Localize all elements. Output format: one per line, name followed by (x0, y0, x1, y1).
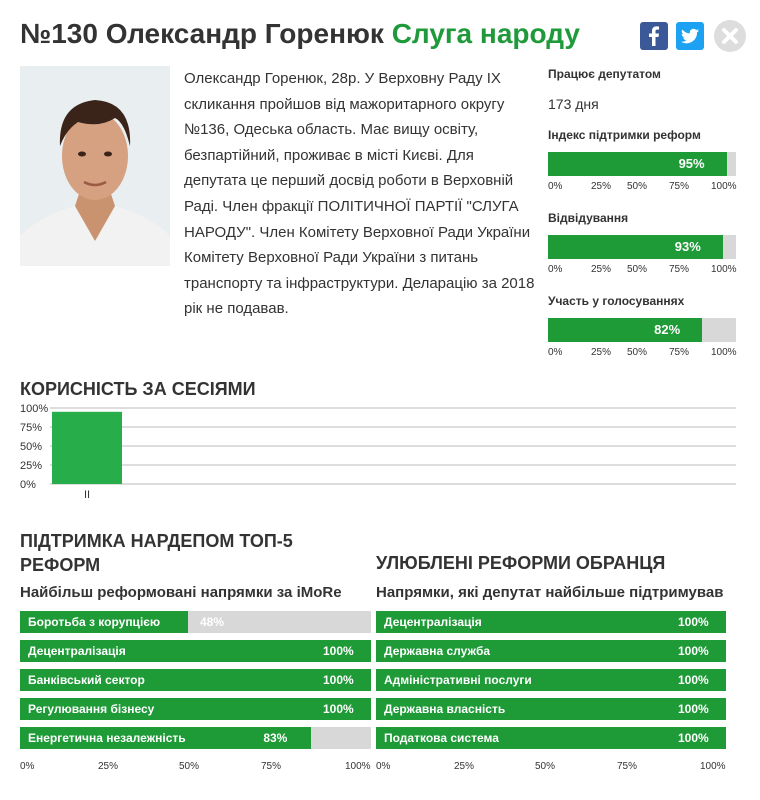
reform-value: 83% (263, 731, 288, 745)
tick-label: 25% (591, 347, 612, 358)
tick-label: 100% (711, 264, 737, 275)
reform-name: Державна служба (384, 644, 491, 658)
top5-title: ПІДТРИМКА НАРДЕПОМ ТОП-5 РЕФОРМ (20, 531, 293, 575)
reform-value: 100% (678, 673, 709, 687)
reform-bar (376, 640, 726, 662)
reform-value: 100% (323, 702, 354, 716)
attendance-bar (548, 235, 736, 259)
close-icon (714, 20, 746, 52)
tick-label: 0% (548, 181, 563, 192)
y-tick-label: 100% (20, 403, 49, 415)
favorite-subtitle: Напрямки, які депутат найбільше підтримував (376, 584, 724, 601)
tick-label: 0% (20, 761, 35, 772)
sessions-title: КОРИСНІСТЬ ЗА СЕСІЯМИ (20, 379, 256, 399)
tick-label: 25% (98, 761, 119, 772)
y-tick-label: 50% (20, 441, 43, 453)
twitter-share-button[interactable] (676, 22, 704, 50)
tick-label: 100% (711, 181, 737, 192)
reform-bar (20, 698, 371, 720)
twitter-icon (676, 22, 704, 50)
voting-label: Участь у голосуваннях (548, 294, 685, 308)
reform-value: 48% (200, 615, 225, 629)
tick-label: 25% (591, 264, 612, 275)
y-tick-label: 0% (20, 479, 36, 491)
facebook-icon (640, 22, 668, 50)
tick-label: 0% (548, 264, 563, 275)
reform-index-value: 95% (678, 156, 705, 171)
tick-label: 50% (627, 181, 648, 192)
reform-bar (376, 611, 726, 633)
favorite-reform-list (376, 611, 726, 791)
tick-label: 100% (711, 347, 737, 358)
tick-label: 75% (669, 264, 690, 275)
reform-value: 100% (678, 731, 709, 745)
tick-label: 100% (700, 761, 726, 772)
voting-fill (548, 318, 702, 342)
tick-label: 100% (345, 761, 371, 772)
sessions-chart (0, 400, 760, 510)
tick-label: 75% (261, 761, 282, 772)
attendance-label: Відвідування (548, 211, 629, 225)
reform-name: Боротьба з корупцією (28, 615, 161, 629)
reform-name: Децентралізація (28, 644, 126, 658)
tick-label: 0% (376, 761, 391, 772)
tick-label: 50% (627, 264, 648, 275)
reform-bar (376, 727, 726, 749)
reform-value: 100% (678, 702, 709, 716)
reform-name: Державна власність (384, 702, 506, 716)
attendance-value: 93% (674, 239, 701, 254)
reform-value: 100% (323, 673, 354, 687)
y-tick-label: 25% (20, 460, 43, 472)
deputy-name: №130 Олександр Горенюк (20, 18, 384, 49)
reform-index-bar (548, 152, 736, 176)
reform-bar (376, 698, 726, 720)
tick-label: 75% (669, 347, 690, 358)
reform-bar (20, 669, 371, 691)
reform-name: Банківський сектор (28, 673, 145, 687)
party-name: Слуга народу (391, 18, 580, 49)
tick-label: 75% (669, 181, 690, 192)
working-value: 173 дня (548, 96, 599, 112)
x-category-label: II (83, 489, 91, 501)
reform-name: Регулювання бізнесу (28, 702, 155, 716)
tick-label: 25% (591, 181, 612, 192)
y-tick-label: 75% (20, 422, 43, 434)
reform-bar (20, 727, 371, 749)
deputy-photo (20, 66, 170, 266)
tick-label: 0% (548, 347, 563, 358)
reform-bar (376, 669, 726, 691)
sessions-chart-svg (0, 400, 760, 510)
reform-bar (20, 640, 371, 662)
tick-label: 25% (454, 761, 475, 772)
voting-bar (548, 318, 736, 342)
working-label: Працює депутатом (548, 67, 661, 81)
reform-index-label: Індекс підтримки реформ (548, 128, 701, 142)
reform-value: 100% (678, 615, 709, 629)
tick-label: 50% (179, 761, 200, 772)
session-bar (52, 412, 122, 484)
reform-name: Децентралізація (384, 615, 482, 629)
facebook-share-button[interactable] (640, 22, 668, 50)
close-button[interactable] (714, 20, 746, 52)
reform-name: Адміністративні послуги (384, 673, 532, 687)
top5-reform-list (20, 611, 371, 791)
tick-label: 50% (627, 347, 648, 358)
voting-value: 82% (654, 322, 681, 337)
top5-subtitle: Найбільш реформовані напрямки за iMoRe (20, 584, 342, 601)
attendance-fill (548, 235, 723, 259)
reform-index-fill (548, 152, 727, 176)
page-title (20, 18, 580, 50)
reform-name: Податкова система (384, 731, 499, 745)
tick-label: 50% (535, 761, 556, 772)
favorite-title: УЛЮБЛЕНІ РЕФОРМИ ОБРАНЦЯ (376, 553, 666, 573)
deputy-bio: Олександр Горенюк, 28р. У Верховну Раду IX скликання пройшов від мажоритарного округу №136, Одеська область. Має вищу освіту, безпартійний, проживає в місті Києві. Для депутата це перший досвід роботи в Верховній Раді. Член фракції ПОЛІТИЧНОЇ ПАРТІЇ "СЛУГА НАРОДУ". Член Комітету Верховної Ради України Комітету Верховної Ради України з питань транспорту та інфраструктури. Деларацію за 2018 рік не подавав. (184, 70, 535, 318)
reform-value: 100% (678, 644, 709, 658)
tick-label: 75% (617, 761, 638, 772)
reform-name: Енергетична незалежність (28, 731, 186, 745)
reform-value: 100% (323, 644, 354, 658)
reform-bar (20, 611, 371, 633)
